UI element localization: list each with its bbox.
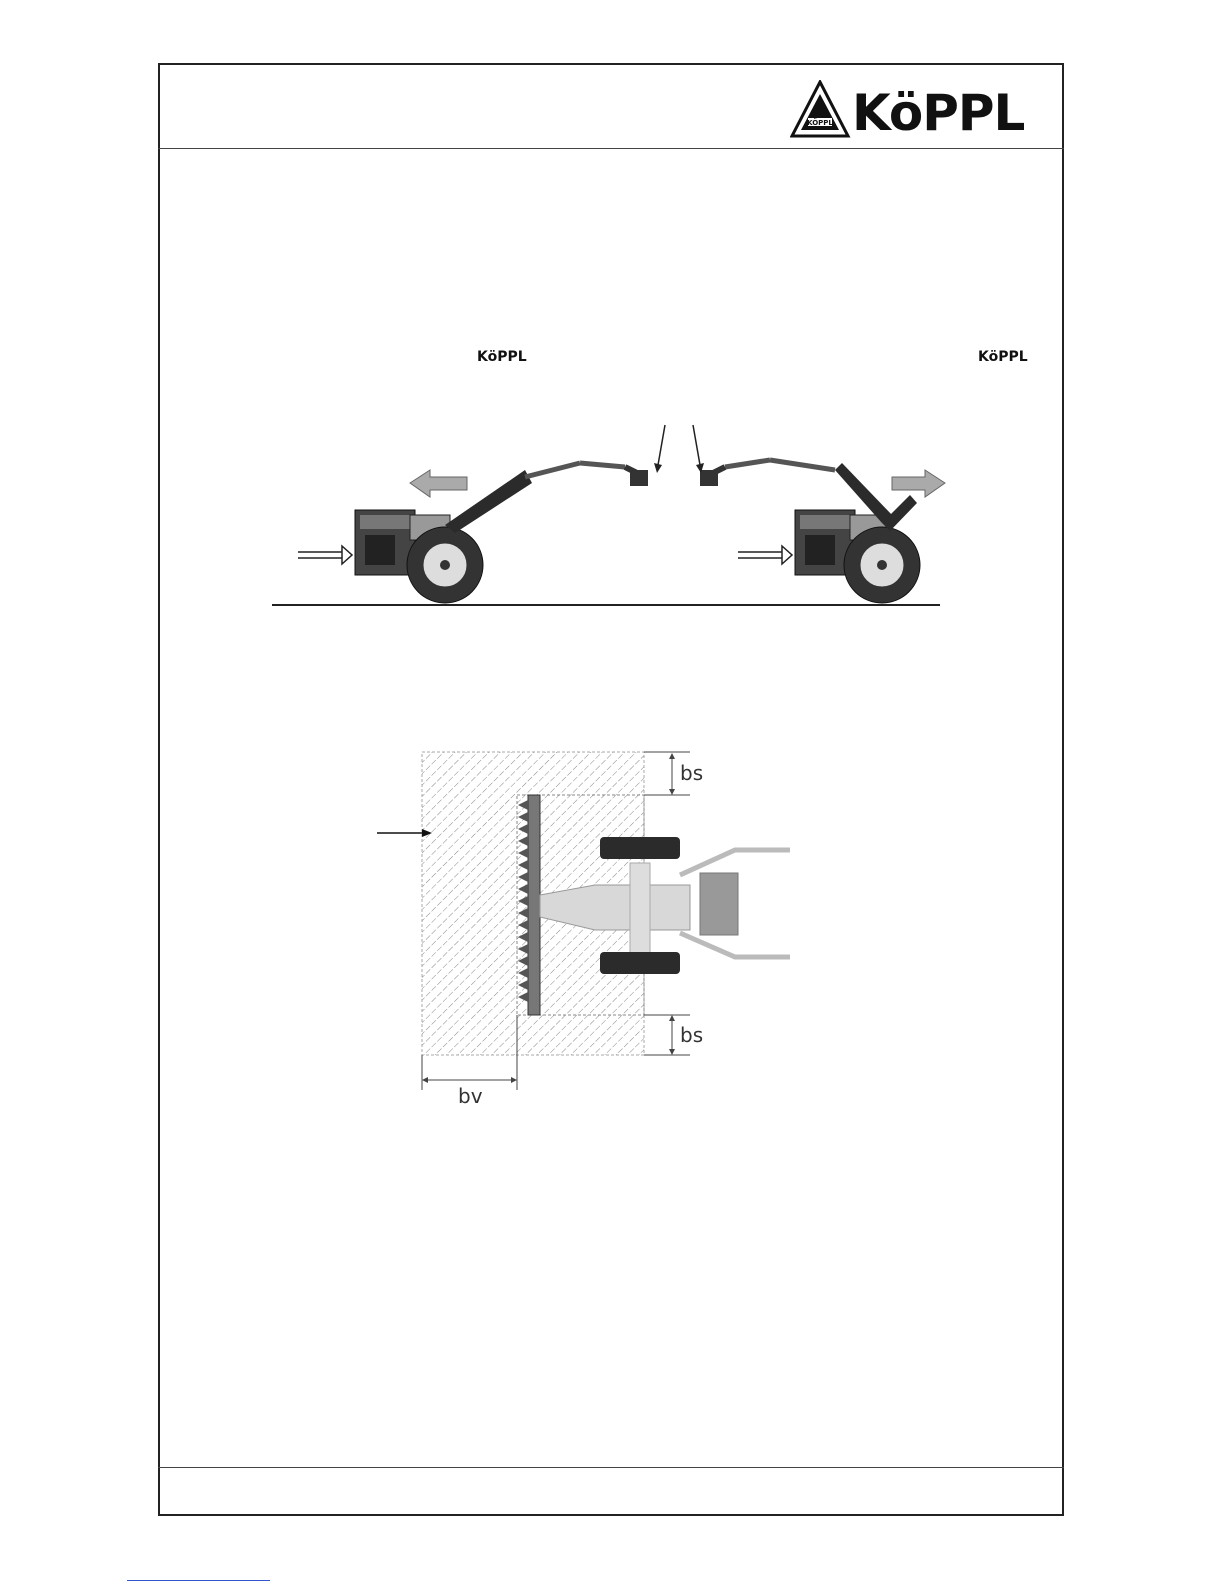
- koeppl-logo: [790, 80, 1042, 140]
- bs-bottom-label: bs: [680, 1023, 704, 1047]
- cutter-bar: [528, 795, 540, 1015]
- bottom-link-underline: [127, 1580, 270, 1581]
- header-divider: [158, 148, 1064, 149]
- right-machine: [693, 425, 945, 603]
- bs-top-label: bs: [680, 761, 704, 785]
- left-machine: [298, 425, 665, 603]
- bv-label: bv: [458, 1084, 483, 1108]
- wheel-top: [600, 837, 680, 859]
- wheel-bottom: [600, 952, 680, 974]
- brand-wordmark: KöPPL: [852, 84, 1025, 140]
- top-view-dimension-figure: [360, 745, 820, 1115]
- side-view-illustration: [270, 415, 960, 615]
- seal-inner-text: KÖPPL: [807, 119, 833, 127]
- footer-divider: [158, 1467, 1064, 1468]
- right-machine-logo: KöPPL: [978, 349, 1028, 365]
- left-machine-logo: KöPPL: [477, 349, 527, 365]
